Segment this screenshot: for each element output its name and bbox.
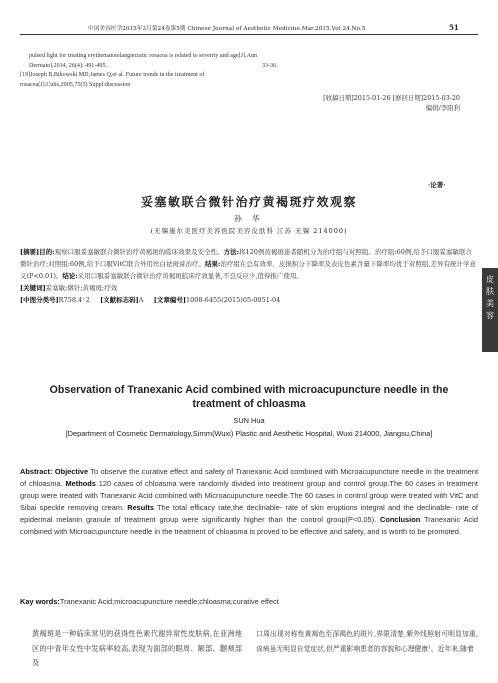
conclusion-en-text: Tranexanic Acid combined with Microacupuncture needle in the treatment of chloasma is proved to be effective and safety, and is worth to be promoted. [20,515,479,536]
keywords-en-text: Tranexanic Acid;microacupuncture needle;chloasma;curative effect [59,597,279,606]
reference-list [20,52,265,90]
body-paragraph: 口周出现对称性黄褐色至深褐色的斑片,界限清楚,紫外线照射可明显加重,该病虽无明显自觉症状,但严重影响患者的容貌和心理健康¹。近年来,随着 [256,630,478,653]
doc-code-value: A [138,296,144,304]
keywords-cn: 妥塞敏;微针;黄褐斑;疗效 [45,284,118,292]
side-tab-char: 美 [486,299,494,308]
received-revised-dates: [收稿日期]2015-01-26 [修回日期]2015-03-20 [323,94,460,102]
conclusion-en-label: Conclusion [380,515,421,524]
method-label: 方法: [223,248,239,256]
article-no-value: 1008-6455(2015)05-0051-04 [185,296,281,304]
side-tab-char: 肤 [486,287,494,296]
doc-code-label: [文献标志码] [100,296,139,304]
conclusion-text: 采用口服妥塞敏联合微针治疗黄褐斑临床疗效显著,不良反应少,值得推广使用。 [77,272,303,280]
running-head: 中国美容医学2015年3月第24卷第5期 Chinese Journal of Aesthetic Medicine.Mar.2015.Vol.24.No.5 [88,26,366,32]
methods-label: Methods [65,479,96,488]
method-text: 将120例黄褐斑患者随机分为治疗组与对照组。治疗组:60例,给予口服妥塞敏联合微针治疗;对照组:60例,给予口服VitC联合外用丝白祛斑膏治疗。 [20,248,472,268]
author-cn: 孙 华 [234,214,264,223]
side-tab-char: 皮 [486,275,494,284]
results-text: The total efficacy rate,the declinable- rate of skin eruptions integral and the declinable- rate of epidermal melanin granule of treatment group were significantly higher than the control group(P<0.05). [20,503,478,524]
page-number: 51 [449,23,459,32]
article-no-label: [文章编号] [153,296,186,304]
affiliation-en: [Department of Cosmetic Dermatology,Sirnm(Wuxi) Plastic and Aesthetic Hospital, Wuxi 214000, Jiangsu,China] [65,429,433,438]
keywords-en [20,597,478,606]
reference-18-continued: pulsed light for treating erythematotelangiectatic rosacea is related to severity and age[J].Ann Dermatol,2014, 26(4): 491-495. [29,53,258,69]
affiliation-cn: (无锡施尔美医疗美容医院美容皮肤科 江苏 无锡 214000) [150,227,348,235]
editor-credit: 编辑/李阳利 [425,103,460,112]
reference-19-continued: 33-36. [262,63,278,69]
keywords-en-label: Kay words: [20,597,60,606]
purpose-text: 观察口服妥塞敏联合微针治疗黄褐斑的临床效果及安全性。 [54,248,224,256]
methods-text: 120 cases of chloasma were randomly divided into treatment group and control group.The 60 cases in treatment group were treated with Tranexanic Acid combined with Microacupuncture needle.The 60 cases in control group were treated with VitC and Sibai speckle removing cream. [20,479,478,512]
body-column-right [256,627,478,656]
results-label: Results [127,503,154,512]
body-paragraph: 黄褐斑是一种临床常见的获得性色素代谢异常性皮肤病,在亚洲地区的中青年女性中发病率较高,表现为面部的眼周、额部、颧颊部及 [32,629,242,667]
column-label: ·论著· [428,181,446,189]
reference-19: [19]Joseph B,Bikowski MD,James Q,et al. Future trends in the treatment of rosacea[J].Cutis,2005,75(3) Suppl:discussion [20,72,205,88]
result-label: 结果: [204,260,221,268]
keywords-cn-label: [关键词] [20,284,46,292]
objective-text: To observe the curative effect and safety of Tranexanic Acid combined with Microacupuncture needle in the treatment of chloasma. [20,467,479,488]
abstract-en [20,466,478,538]
clc-value: R758.4⁺2 [58,296,90,304]
conclusion-label: 结论: [62,272,78,280]
article-title-cn: 妥塞敏联合微针治疗黄褐斑疗效观察 [140,195,357,209]
purpose-label: 目的: [39,248,55,256]
abstract-cn [20,246,478,306]
submission-dates [300,94,460,113]
header-rule [20,34,478,35]
clc-label: [中图分类号] [20,296,59,304]
result-text: 治疗组在总有效率、皮损积分下降率及表皮色素含量下降率均优于对照组,差异有统计学意义(P<0.01)。 [20,260,476,280]
author-en: SUN Hua [233,416,265,425]
body-column-left [32,627,242,671]
section-side-tab [482,268,498,352]
abstract-label: [摘要] [20,248,40,256]
side-tab-char: 容 [486,311,494,320]
abstract-en-label: Abstract: [20,467,53,476]
article-title-en: Observation of Tranexanic Acid combined with microacupuncture needle in the treatment of chloasma [49,384,449,410]
objective-label: Objective [54,467,89,476]
